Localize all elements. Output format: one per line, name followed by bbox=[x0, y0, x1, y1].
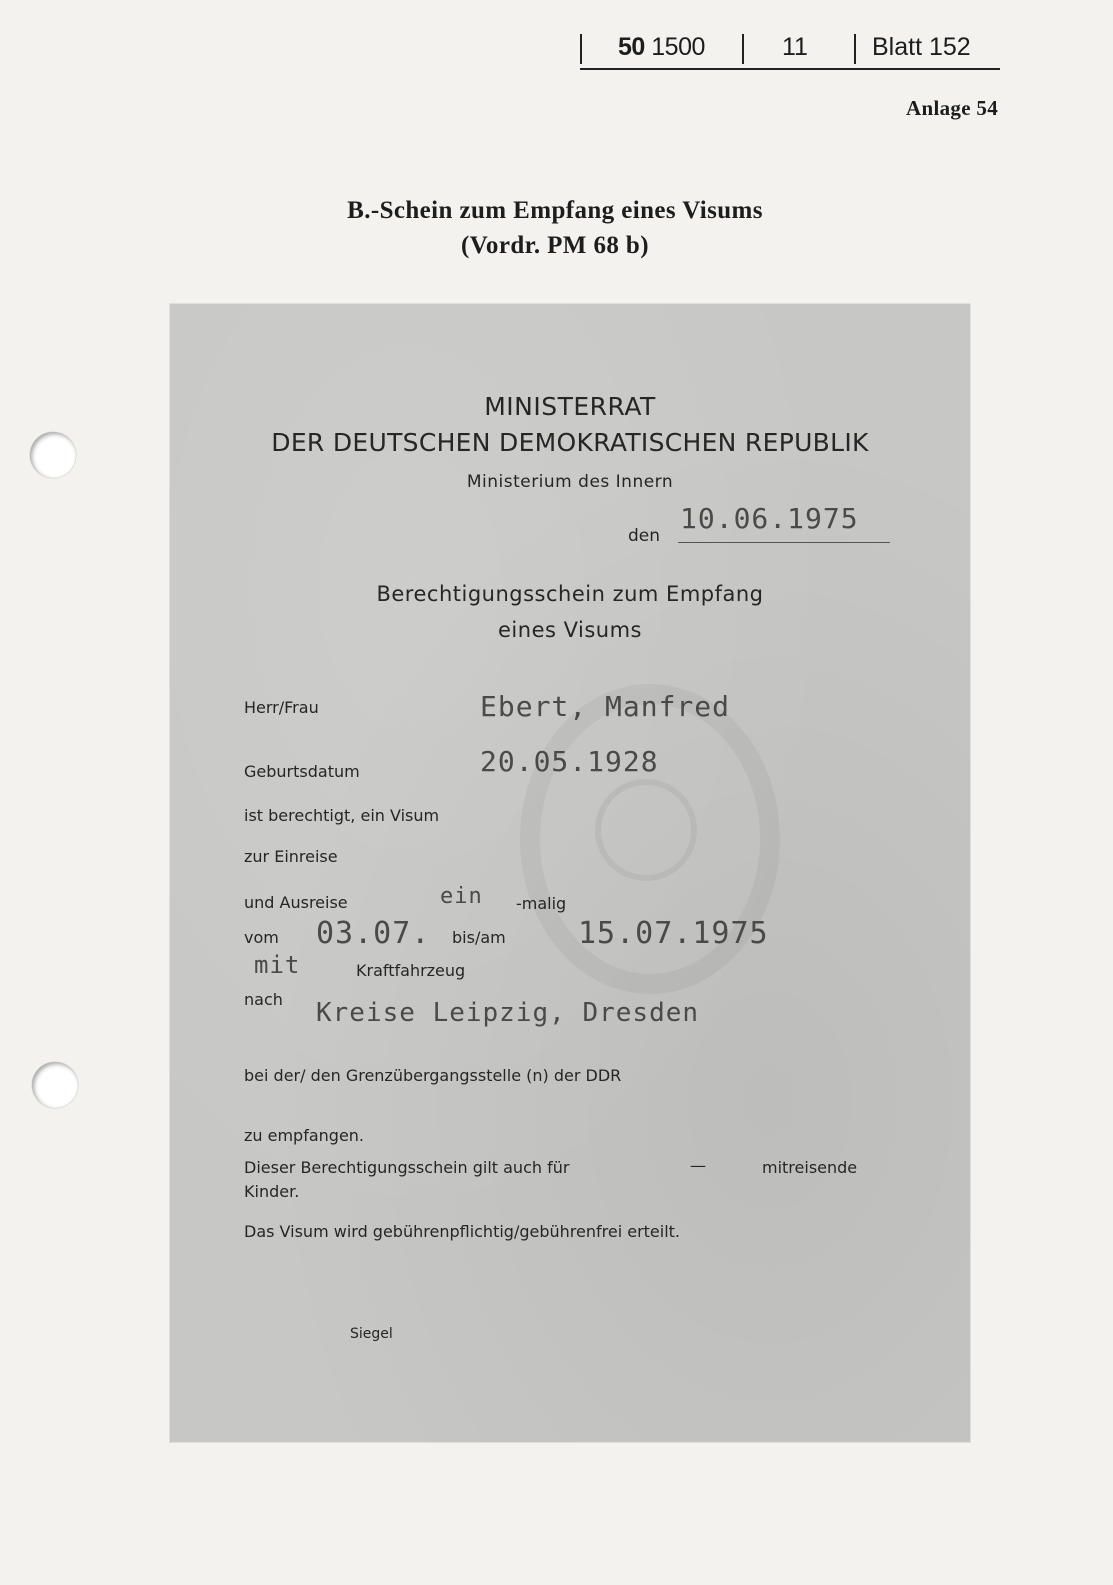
accompanying-text: mitreisende bbox=[762, 1158, 858, 1177]
attachment-label: Anlage 54 bbox=[906, 96, 998, 120]
destination-label: nach bbox=[244, 990, 283, 1009]
form-header-ddr: DER DEUTSCHEN DEMOKRATISCHEN REPUBLIK bbox=[271, 428, 869, 457]
children-text: Dieser Berechtigungsschein gilt auch für bbox=[244, 1158, 570, 1177]
punch-hole bbox=[32, 1062, 78, 1108]
times-label: -malig bbox=[516, 894, 567, 913]
children-count: — bbox=[690, 1156, 706, 1175]
divider bbox=[742, 34, 744, 64]
punch-hole bbox=[30, 432, 76, 478]
vehicle-value: mit bbox=[254, 951, 301, 979]
date-label: den bbox=[628, 526, 661, 546]
reference-sheet: Blatt 152 bbox=[872, 33, 971, 61]
birthdate-value: 20.05.1928 bbox=[480, 745, 659, 778]
children-text-end: Kinder. bbox=[244, 1182, 300, 1201]
form-title-line1: Berechtigungsschein zum Empfang bbox=[376, 582, 764, 606]
birthdate-label: Geburtsdatum bbox=[244, 762, 360, 781]
name-value: Ebert, Manfred bbox=[480, 690, 731, 723]
seal-label: Siegel bbox=[350, 1326, 393, 1342]
form-header-ministerrat: MINISTERRAT bbox=[484, 392, 656, 421]
form-title-line2: eines Visums bbox=[498, 618, 642, 642]
form-header-ministry: Ministerium des Innern bbox=[466, 472, 674, 492]
to-date-value: 15.07.1975 bbox=[578, 916, 769, 951]
visa-permit-form bbox=[170, 304, 970, 1442]
border-crossing-text: bei der/ den Grenzübergangsstelle (n) der DDR bbox=[244, 1066, 622, 1085]
entitled-text: ist berechtigt, ein Visum bbox=[244, 806, 440, 825]
from-label: vom bbox=[244, 928, 279, 947]
exit-text: und Ausreise bbox=[244, 893, 348, 912]
times-value: ein bbox=[440, 884, 483, 909]
receive-text: zu empfangen. bbox=[244, 1126, 365, 1145]
vehicle-label: Kraftfahrzeug bbox=[356, 961, 466, 980]
divider bbox=[854, 34, 856, 64]
document-title: B.-Schein zum Empfang eines Visums bbox=[347, 197, 763, 224]
to-label: bis/am bbox=[452, 928, 506, 947]
reference-file-number: 11 bbox=[782, 33, 808, 61]
fee-text: Das Visum wird gebührenpflichtig/gebührenfrei erteilt. bbox=[244, 1222, 681, 1241]
divider bbox=[580, 34, 582, 64]
date-underline bbox=[678, 542, 890, 543]
entry-text: zur Einreise bbox=[244, 847, 338, 866]
from-date-value: 03.07. bbox=[316, 916, 431, 951]
issue-date: 10.06.1975 bbox=[680, 502, 859, 535]
name-label: Herr/Frau bbox=[244, 698, 319, 717]
archive-reference bbox=[580, 28, 1000, 70]
reference-doc-number: 50 1500 bbox=[618, 33, 705, 61]
destination-value: Kreise Leipzig, Dresden bbox=[316, 998, 700, 1028]
document-subtitle: (Vordr. PM 68 b) bbox=[461, 232, 649, 259]
